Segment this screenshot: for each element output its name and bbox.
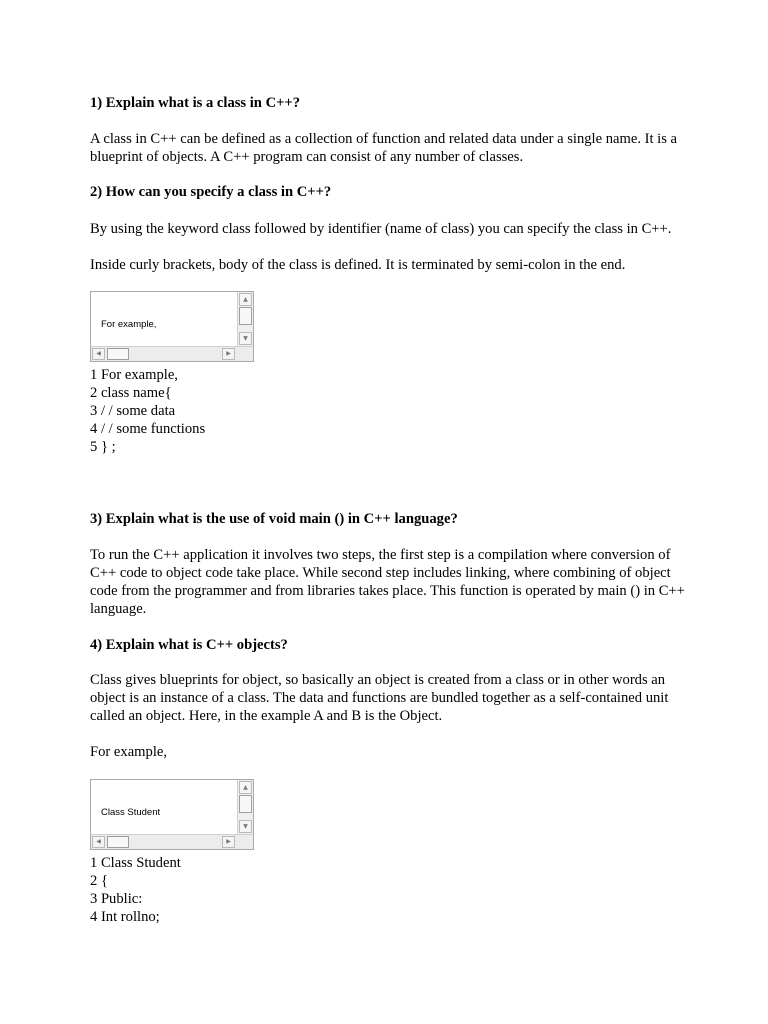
- listing-line: 4 Int rollno;: [90, 909, 160, 925]
- vertical-scroll-thumb[interactable]: [239, 307, 252, 325]
- code-box-content: [101, 782, 235, 834]
- question-2-answer-p1: By using the keyword class followed by identifier (name of class) you can specify the class in C++.: [90, 221, 672, 237]
- question-1-heading: 1) Explain what is a class in C++?: [90, 95, 301, 111]
- horizontal-scrollbar[interactable]: [91, 346, 253, 361]
- listing-line: 4 / / some functions: [90, 421, 206, 437]
- horizontal-scrollbar[interactable]: [91, 834, 253, 849]
- for-example-label: For example,: [90, 744, 168, 760]
- scroll-up-arrow-icon[interactable]: ▲: [239, 781, 252, 794]
- code-box-class-example[interactable]: [90, 291, 254, 362]
- code-box-content: [101, 294, 235, 346]
- code-line: Class Student: [101, 807, 161, 818]
- code-listing-2: [90, 854, 181, 926]
- scroll-up-arrow-icon[interactable]: ▲: [239, 293, 252, 306]
- listing-line: 1 For example,: [90, 367, 178, 383]
- listing-line: 3 Public:: [90, 891, 143, 907]
- scroll-left-arrow-icon[interactable]: ◀: [92, 348, 105, 360]
- question-3-answer: To run the C++ application it involves two steps, the first step is a compilation where conversion of C++ code to object code take place. While second step includes linking, where combining of object code from the programmer and from libraries takes place. This function is operated by main () in C++ language.: [90, 547, 685, 617]
- vertical-scrollbar[interactable]: [237, 292, 253, 346]
- scroll-right-arrow-icon[interactable]: ▶: [222, 348, 235, 360]
- scroll-down-arrow-icon[interactable]: ▼: [239, 332, 252, 345]
- question-4-answer: Class gives blueprints for object, so basically an object is created from a class or in other words an object is an instance of a class. The data and functions are bundled together as a self-contained unit called an object. Here, in the example A and B is the Object.: [90, 672, 669, 724]
- listing-line: 5 } ;: [90, 439, 116, 455]
- scroll-down-arrow-icon[interactable]: ▼: [239, 820, 252, 833]
- vertical-scroll-thumb[interactable]: [239, 795, 252, 813]
- question-3-heading: 3) Explain what is the use of void main () in C++ language?: [90, 511, 458, 527]
- code-box-object-example[interactable]: [90, 779, 254, 850]
- question-4-heading: 4) Explain what is C++ objects?: [90, 637, 288, 653]
- listing-line: 3 / / some data: [90, 403, 176, 419]
- scroll-right-arrow-icon[interactable]: ▶: [222, 836, 235, 848]
- code-listing-1: [90, 366, 205, 456]
- question-1-answer: A class in C++ can be defined as a collection of function and related data under a single name. It is a blueprint of objects. A C++ program can consist of any number of classes.: [90, 131, 678, 165]
- question-2-heading: 2) How can you specify a class in C++?: [90, 184, 332, 200]
- question-2-answer-p2: Inside curly brackets, body of the class is defined. It is terminated by semi-colon in the end.: [90, 257, 626, 273]
- code-line: For example,: [101, 319, 157, 330]
- listing-line: 1 Class Student: [90, 855, 181, 871]
- vertical-scrollbar[interactable]: [237, 780, 253, 834]
- horizontal-scroll-thumb[interactable]: [107, 836, 129, 848]
- scroll-left-arrow-icon[interactable]: ◀: [92, 836, 105, 848]
- listing-line: 2 class name{: [90, 385, 172, 401]
- listing-line: 2 {: [90, 873, 108, 889]
- horizontal-scroll-thumb[interactable]: [107, 348, 129, 360]
